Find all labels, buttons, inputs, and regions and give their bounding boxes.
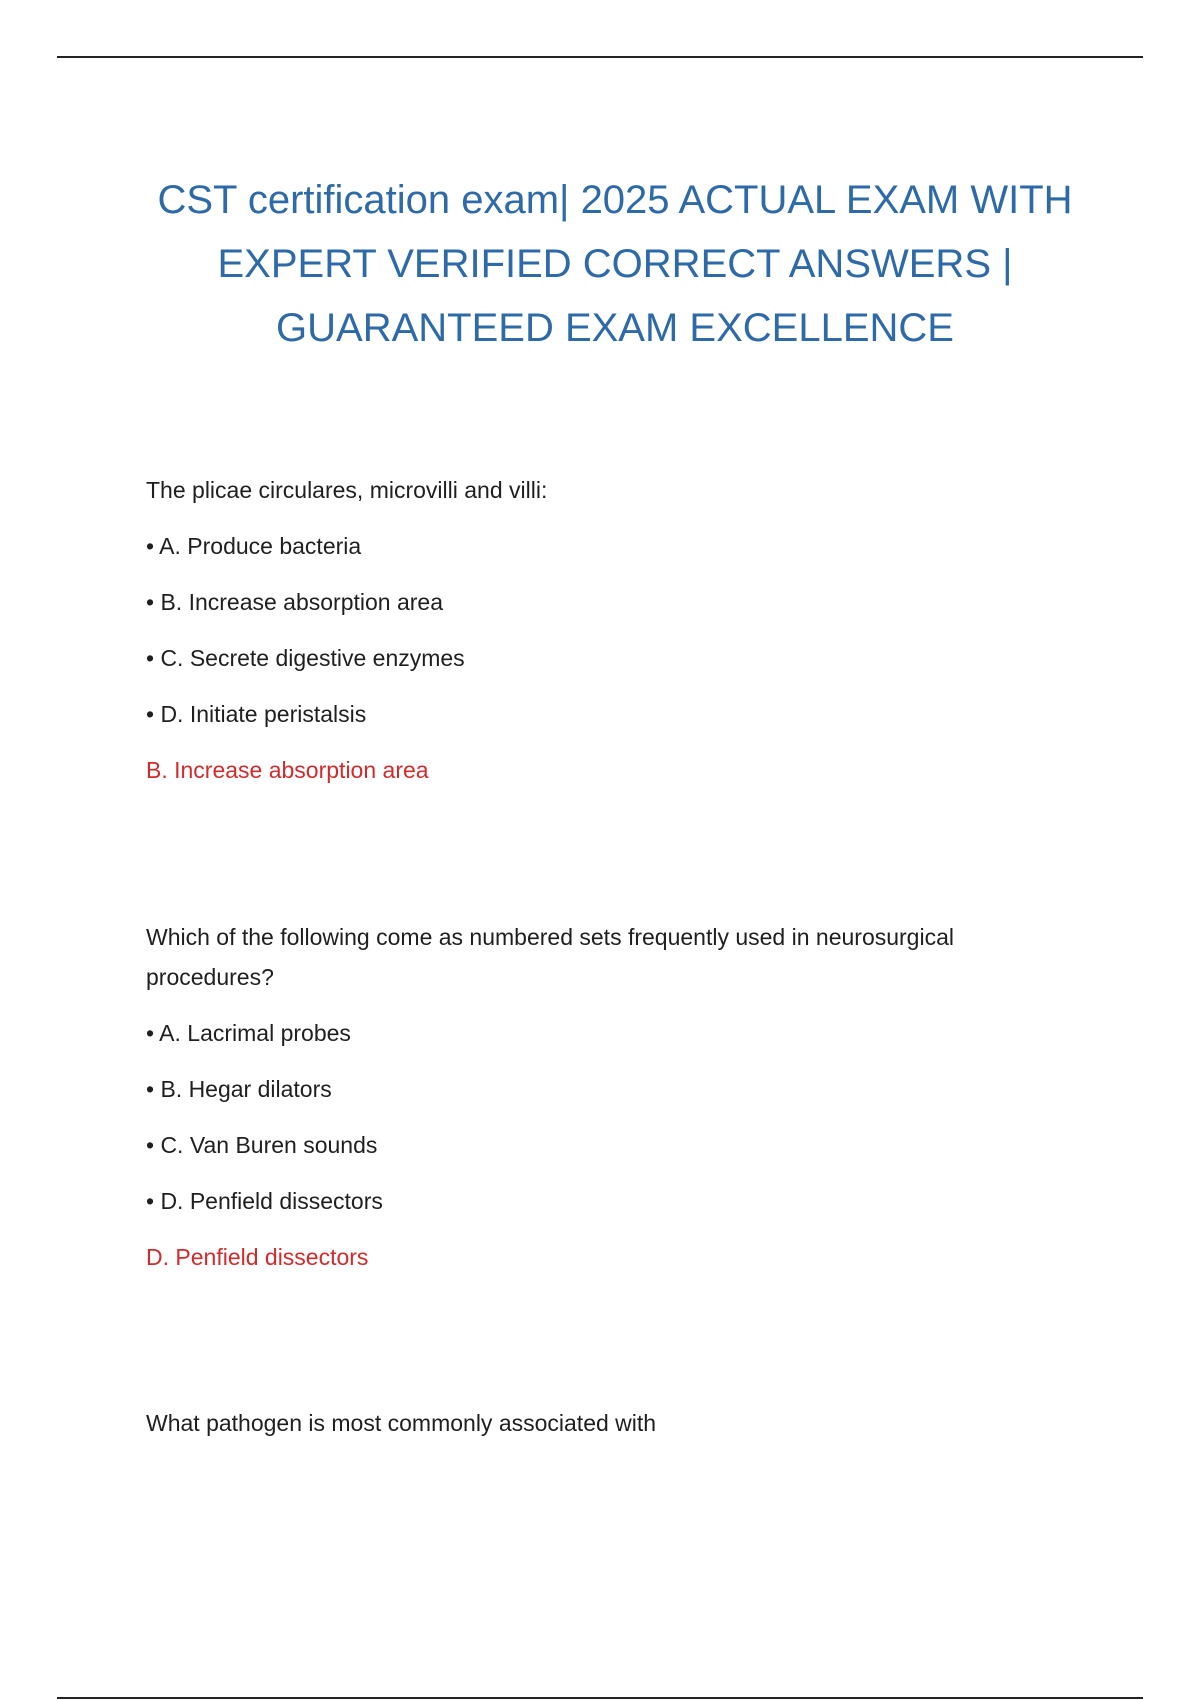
answer-option: • A. Lacrimal probes xyxy=(146,1020,351,1046)
answer-option: • C. Van Buren sounds xyxy=(146,1132,378,1158)
correct-answer: B. Increase absorption area xyxy=(146,757,429,783)
question-block xyxy=(146,1403,1086,1459)
answer-option: • B. Increase absorption area xyxy=(146,589,444,615)
question-stem: What pathogen is most commonly associated with xyxy=(146,1410,657,1436)
correct-answer: D. Penfield dissectors xyxy=(146,1244,369,1270)
question-block xyxy=(146,917,1086,1277)
question-stem: The plicae circulares, microvilli and villi: xyxy=(146,477,548,503)
answer-option: • D. Initiate peristalsis xyxy=(146,701,367,727)
footer-rule xyxy=(57,1697,1143,1699)
answer-option: • D. Penfield dissectors xyxy=(146,1188,383,1214)
answer-option: • C. Secrete digestive enzymes xyxy=(146,645,465,671)
header-rule xyxy=(57,56,1143,58)
question-block xyxy=(146,470,1086,790)
answer-option: • B. Hegar dilators xyxy=(146,1076,332,1102)
document-title: CST certification exam| 2025 ACTUAL EXAM WITH EXPERT VERIFIED CORRECT ANSWERS | GUARANTEED EXAM EXCELLENCE xyxy=(157,178,1073,350)
question-stem: Which of the following come as numbered sets frequently used in neurosurgical procedures? xyxy=(146,924,954,990)
answer-option: • A. Produce bacteria xyxy=(146,533,362,559)
